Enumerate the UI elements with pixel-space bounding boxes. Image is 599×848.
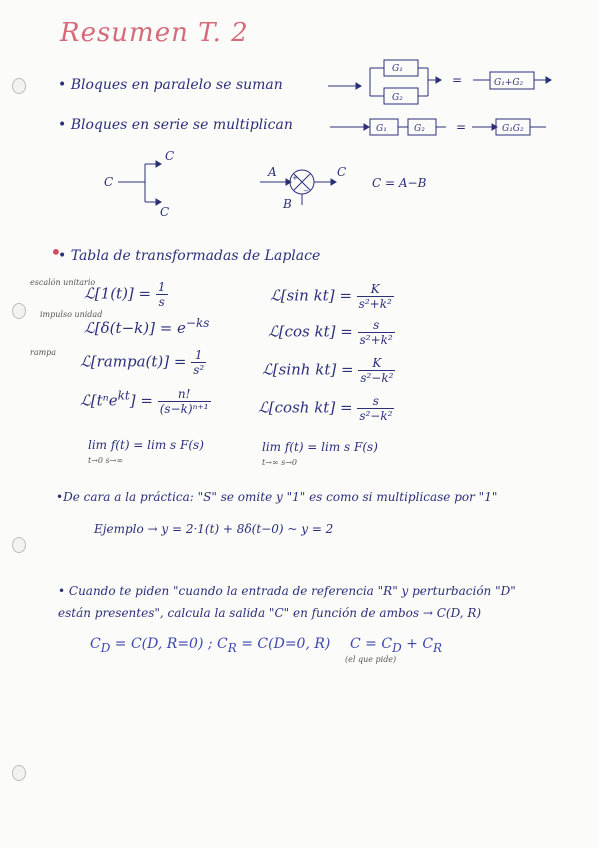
sum-plus-sign: +	[292, 174, 298, 182]
block-g1plusg2: G₁+G₂	[494, 78, 524, 88]
branch-c-left: C	[104, 175, 114, 189]
laplace-tn-ekt: ℒ[tⁿe$^{kt}$] = $\frac{n!}{\text{(s−k)ⁿ⁺¹}}$	[80, 387, 209, 416]
bullet-series: • Bloques en serie se multiplican	[58, 117, 293, 133]
sum-equation: C = A−B	[372, 176, 427, 190]
page-title: Resumen T. 2	[60, 18, 249, 48]
bullet-laplace-table: • Tabla de transformadas de Laplace	[58, 248, 321, 264]
laplace-sinh: ℒ[sinh kt] = $\frac{K}{\text{s²−k²}}$	[262, 356, 394, 385]
bullet-practice-note: •De cara a la práctica: "S" se omite y "1" es como si multiplicase por "1"	[56, 490, 498, 504]
final-value-theorem: lim f(t) = lim s F(s)	[262, 440, 378, 454]
output-total-formula: $C = C_D + C_R$	[350, 636, 443, 655]
sum-input-b: B	[283, 197, 292, 211]
output-total-note: (el que pide)	[345, 655, 397, 664]
laplace-step: ℒ[1(t)] = $\frac{1}{s}$	[84, 280, 166, 309]
note-ramp: rampa	[30, 348, 57, 357]
branch-c-bottom: C	[160, 205, 170, 219]
laplace-cos: ℒ[cos kt] = $\frac{s}{\text{s²+k²}}$	[268, 318, 393, 347]
practice-example: Ejemplo → y = 2·1(t) + 8δ(t−0) ~ y = 2	[94, 522, 334, 536]
sum-input-a: A	[268, 165, 277, 179]
bullet-dot: •	[50, 240, 62, 264]
branch-c-top: C	[165, 149, 175, 163]
sum-output-c: C	[337, 165, 347, 179]
bullet-output-line1: • Cuando te piden "cuando la entrada de referencia "R" y perturbación "D"	[58, 584, 516, 598]
punch-hole	[12, 765, 26, 781]
output-partial-formulas: $C_D = C(D$, R=0) ; $C_R = C(D=0$, R)	[90, 636, 331, 655]
initial-value-limits: t→0 s→∞	[88, 456, 124, 465]
initial-value-theorem: lim f(t) = lim s F(s)	[88, 438, 204, 452]
note-impulse: impulso unidad	[40, 310, 103, 319]
note-step: escalón unitario	[30, 278, 96, 287]
block-diagrams	[0, 0, 599, 230]
sum-minus-sign: −	[303, 187, 309, 195]
equals-sign-parallel: =	[452, 73, 463, 87]
bullet-parallel: • Bloques en paralelo se suman	[58, 77, 283, 93]
final-value-limits: t→∞ s→0	[262, 458, 298, 467]
block-g1-series: G₁	[376, 124, 387, 134]
laplace-impulse: ℒ[δ(t−k)] = $e^{-ks}$	[84, 316, 210, 337]
equals-sign-series: =	[456, 120, 467, 134]
bullet-output-line2: están presentes", calcula la salida "C" en función de ambos → C(D, R)	[58, 606, 482, 620]
laplace-sin: ℒ[sin kt] = $\frac{K}{\text{s²+k²}}$	[270, 282, 392, 311]
block-g1: G₁	[392, 64, 403, 74]
punch-hole	[12, 537, 26, 553]
laplace-cosh: ℒ[cosh kt] = $\frac{s}{\text{s²−k²}}$	[258, 394, 393, 423]
block-g1g2: G₁G₂	[502, 124, 524, 134]
block-g2-series: G₂	[414, 124, 425, 134]
block-g2: G₂	[392, 93, 403, 103]
laplace-ramp: ℒ[rampa(t)] = $\frac{1}{\text{s²}}$	[80, 348, 205, 377]
punch-hole	[12, 303, 26, 319]
